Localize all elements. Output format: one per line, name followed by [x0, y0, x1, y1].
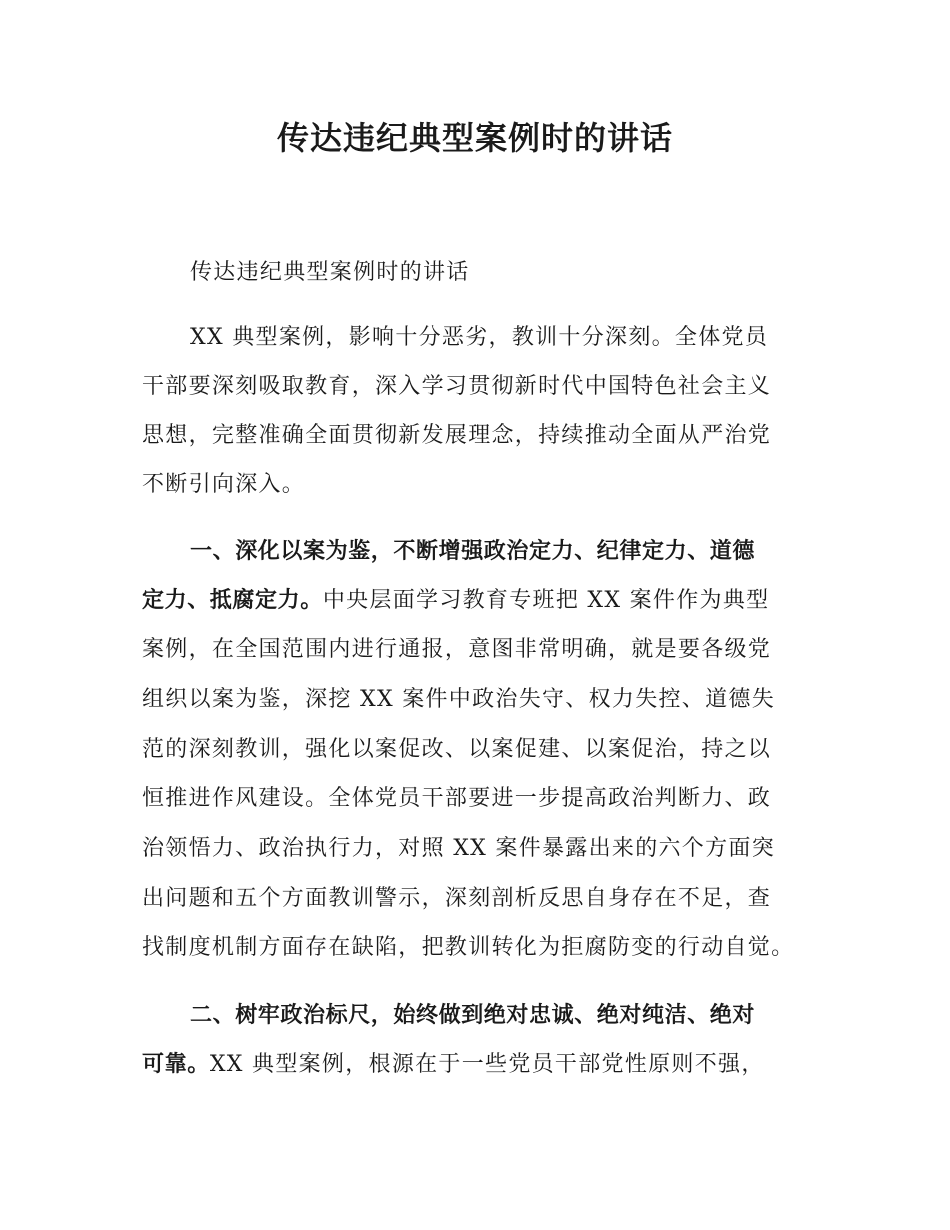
- section-body-line: 找制度机制方面存在缺陷，把教训转化为拒腐防变的行动自觉。: [142, 935, 795, 960]
- section-body-line: 范的深刻教训，强化以案促改、以案促建、以案促治，持之以: [142, 737, 772, 762]
- intro-line: 思想，完整准确全面贯彻新发展理念，持续推动全面从严治党: [142, 423, 772, 448]
- section-heading-tail: 定力、抵腐定力。: [142, 588, 323, 613]
- section-body-line: 恒推进作风建设。全体党员干部要进一步提高政治判断力、政: [142, 786, 772, 811]
- section-heading-tail: 可靠。: [142, 1052, 210, 1077]
- section-heading-continued: [142, 584, 769, 618]
- section-body-line: 组织以案为鉴，深挖 XX 案件中政治失守、权力失控、道德失: [142, 687, 776, 712]
- section-body-line: 案例，在全国范围内进行通报，意图非常明确，就是要各级党: [142, 637, 772, 662]
- section-body-text: 中央层面学习教育专班把 XX 案件作为典型: [322, 588, 770, 613]
- intro-line: XX 典型案例，影响十分恶劣，教训十分深刻。全体党员: [190, 325, 769, 350]
- section-body-text: XX 典型案例，根源在于一些党员干部党性原则不强，: [209, 1052, 765, 1077]
- document-subtitle: 传达违纪典型案例时的讲话: [190, 260, 470, 285]
- intro-line: 干部要深刻吸取教育，深入学习贯彻新时代中国特色社会主义: [142, 374, 772, 399]
- intro-line: 不断引向深入。: [142, 472, 306, 497]
- section-body-line: 治领悟力、政治执行力，对照 XX 案件暴露出来的六个方面突: [142, 836, 776, 861]
- section-heading: 二、树牢政治标尺，始终做到绝对忠诚、绝对纯洁、绝对: [190, 1003, 756, 1028]
- section-heading: 一、深化以案为鉴，不断增强政治定力、纪律定力、道德: [190, 539, 756, 564]
- section-heading-continued: [142, 1048, 765, 1082]
- section-body-line: 出问题和五个方面教训警示，深刻剖析反思自身存在不足，查: [142, 886, 772, 911]
- document-title: 传达违纪典型案例时的讲话: [276, 119, 673, 157]
